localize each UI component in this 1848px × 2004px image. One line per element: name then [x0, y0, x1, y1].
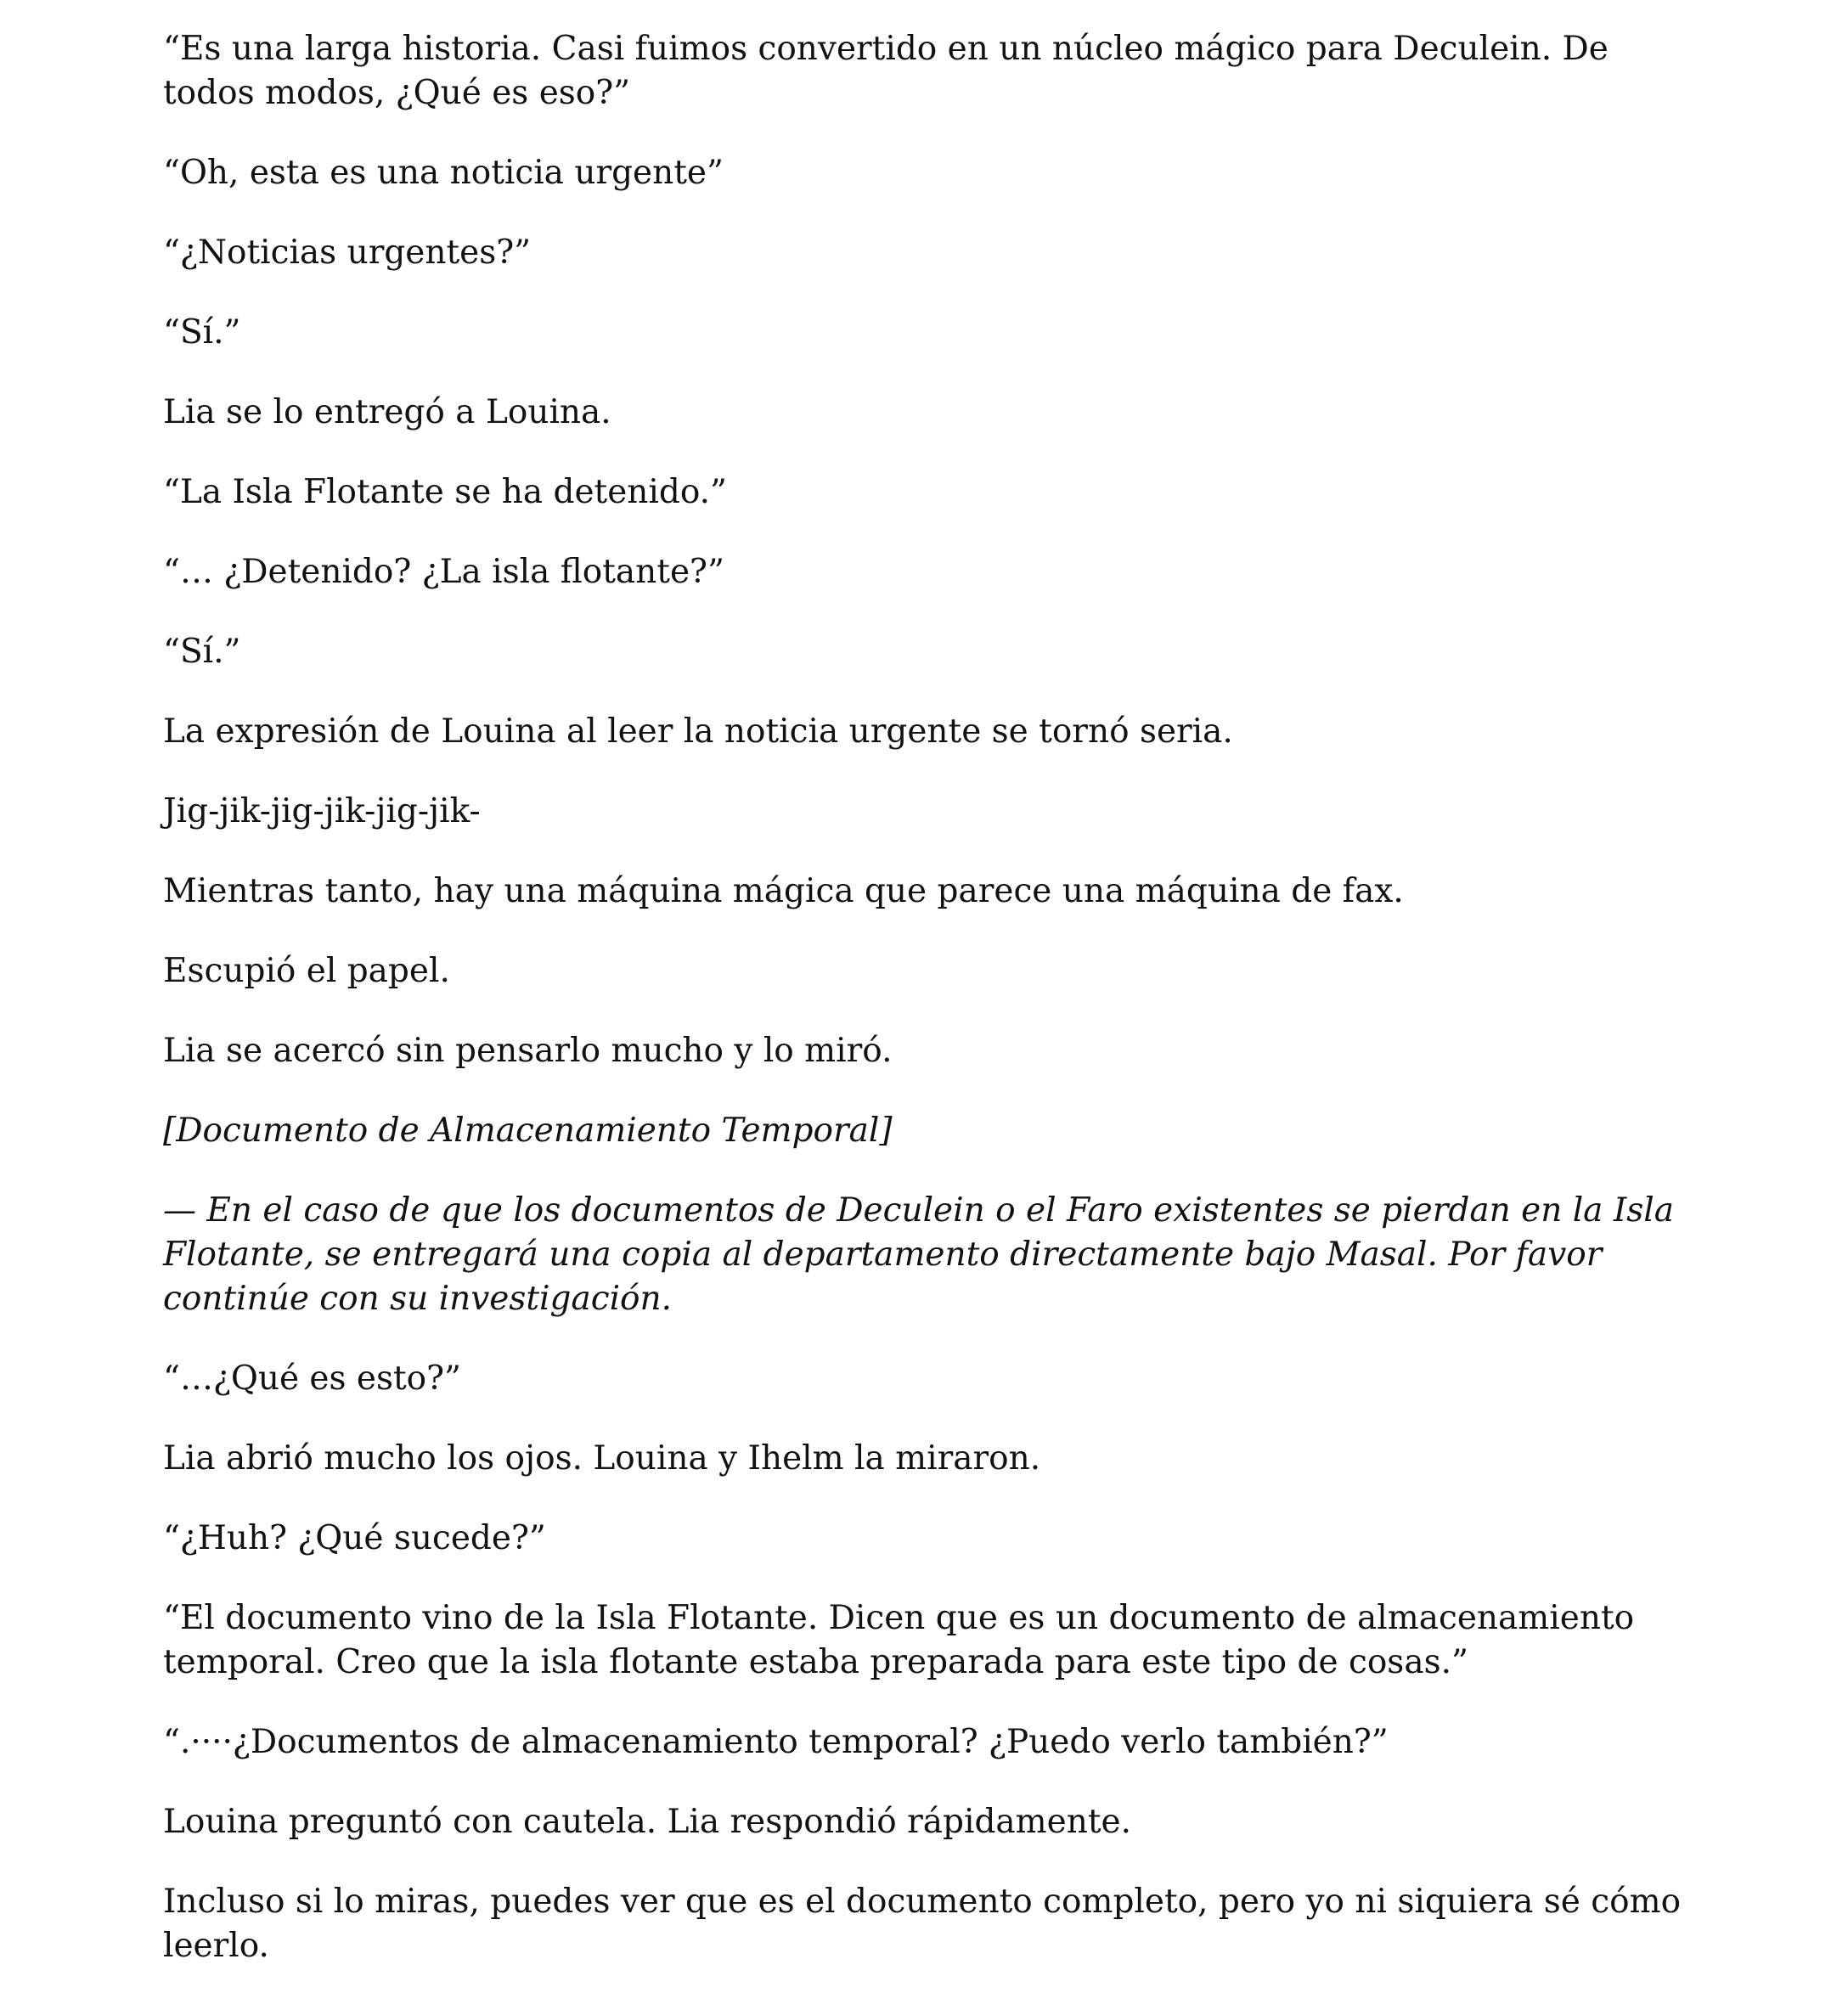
paragraph: Jig-jik-jig-jik-jig-jik-: [163, 792, 481, 830]
paragraph: Louina preguntó con cautela. Lia respondió rápidamente.: [163, 1803, 1132, 1841]
paragraph: “¿Huh? ¿Qué sucede?”: [163, 1519, 546, 1557]
paragraph: Lia se acercó sin pensarlo mucho y lo miró.: [163, 1032, 893, 1070]
paragraph: “Sí.”: [163, 633, 241, 671]
paragraph: “El documento vino de la Isla Flotante. Dicen que es un documento de almacenamiento temporal. Creo que la isla flotante estaba preparada para este tipo de cosas.”: [163, 1599, 1635, 1681]
paragraph: “Es una larga historia. Casi fuimos convertido en un núcleo mágico para Deculein. De todos modos, ¿Qué es eso?”: [163, 30, 1609, 112]
document-page: [163, 27, 1709, 2004]
document-heading: [Documento de Almacenamiento Temporal]: [163, 1112, 893, 1150]
paragraph: Incluso si lo miras, puedes ver que es el documento completo, pero yo ni siquiera sé cómo leerlo.: [163, 1883, 1682, 1965]
paragraph: “Oh, esta es una noticia urgente”: [163, 154, 724, 192]
paragraph: “¿Noticias urgentes?”: [163, 234, 532, 272]
paragraph: “La Isla Flotante se ha detenido.”: [163, 473, 727, 511]
paragraph: Lia abrió mucho los ojos. Louina y Ihelm la miraron.: [163, 1439, 1041, 1478]
paragraph: Mientras tanto, hay una máquina mágica que parece una máquina de fax.: [163, 872, 1404, 910]
paragraph: “… ¿Detenido? ¿La isla flotante?”: [163, 553, 724, 591]
paragraph: Escupió el papel.: [163, 952, 450, 990]
paragraph: “Sí.”: [163, 313, 241, 352]
paragraph: “…¿Qué es esto?”: [163, 1359, 461, 1398]
document-notice: — En el caso de que los documentos de Deculein o el Faro existentes se pierdan en la Isla Flotante, se entregará una copia al departamento directamente bajo Masal. Por favor continúe con su investigación.: [163, 1191, 1674, 1318]
paragraph: “.····¿Documentos de almacenamiento temporal? ¿Puedo verlo también?”: [163, 1723, 1389, 1761]
paragraph: La expresión de Louina al leer la noticia urgente se tornó seria.: [163, 712, 1233, 751]
paragraph: Lia se lo entregó a Louina.: [163, 393, 611, 431]
